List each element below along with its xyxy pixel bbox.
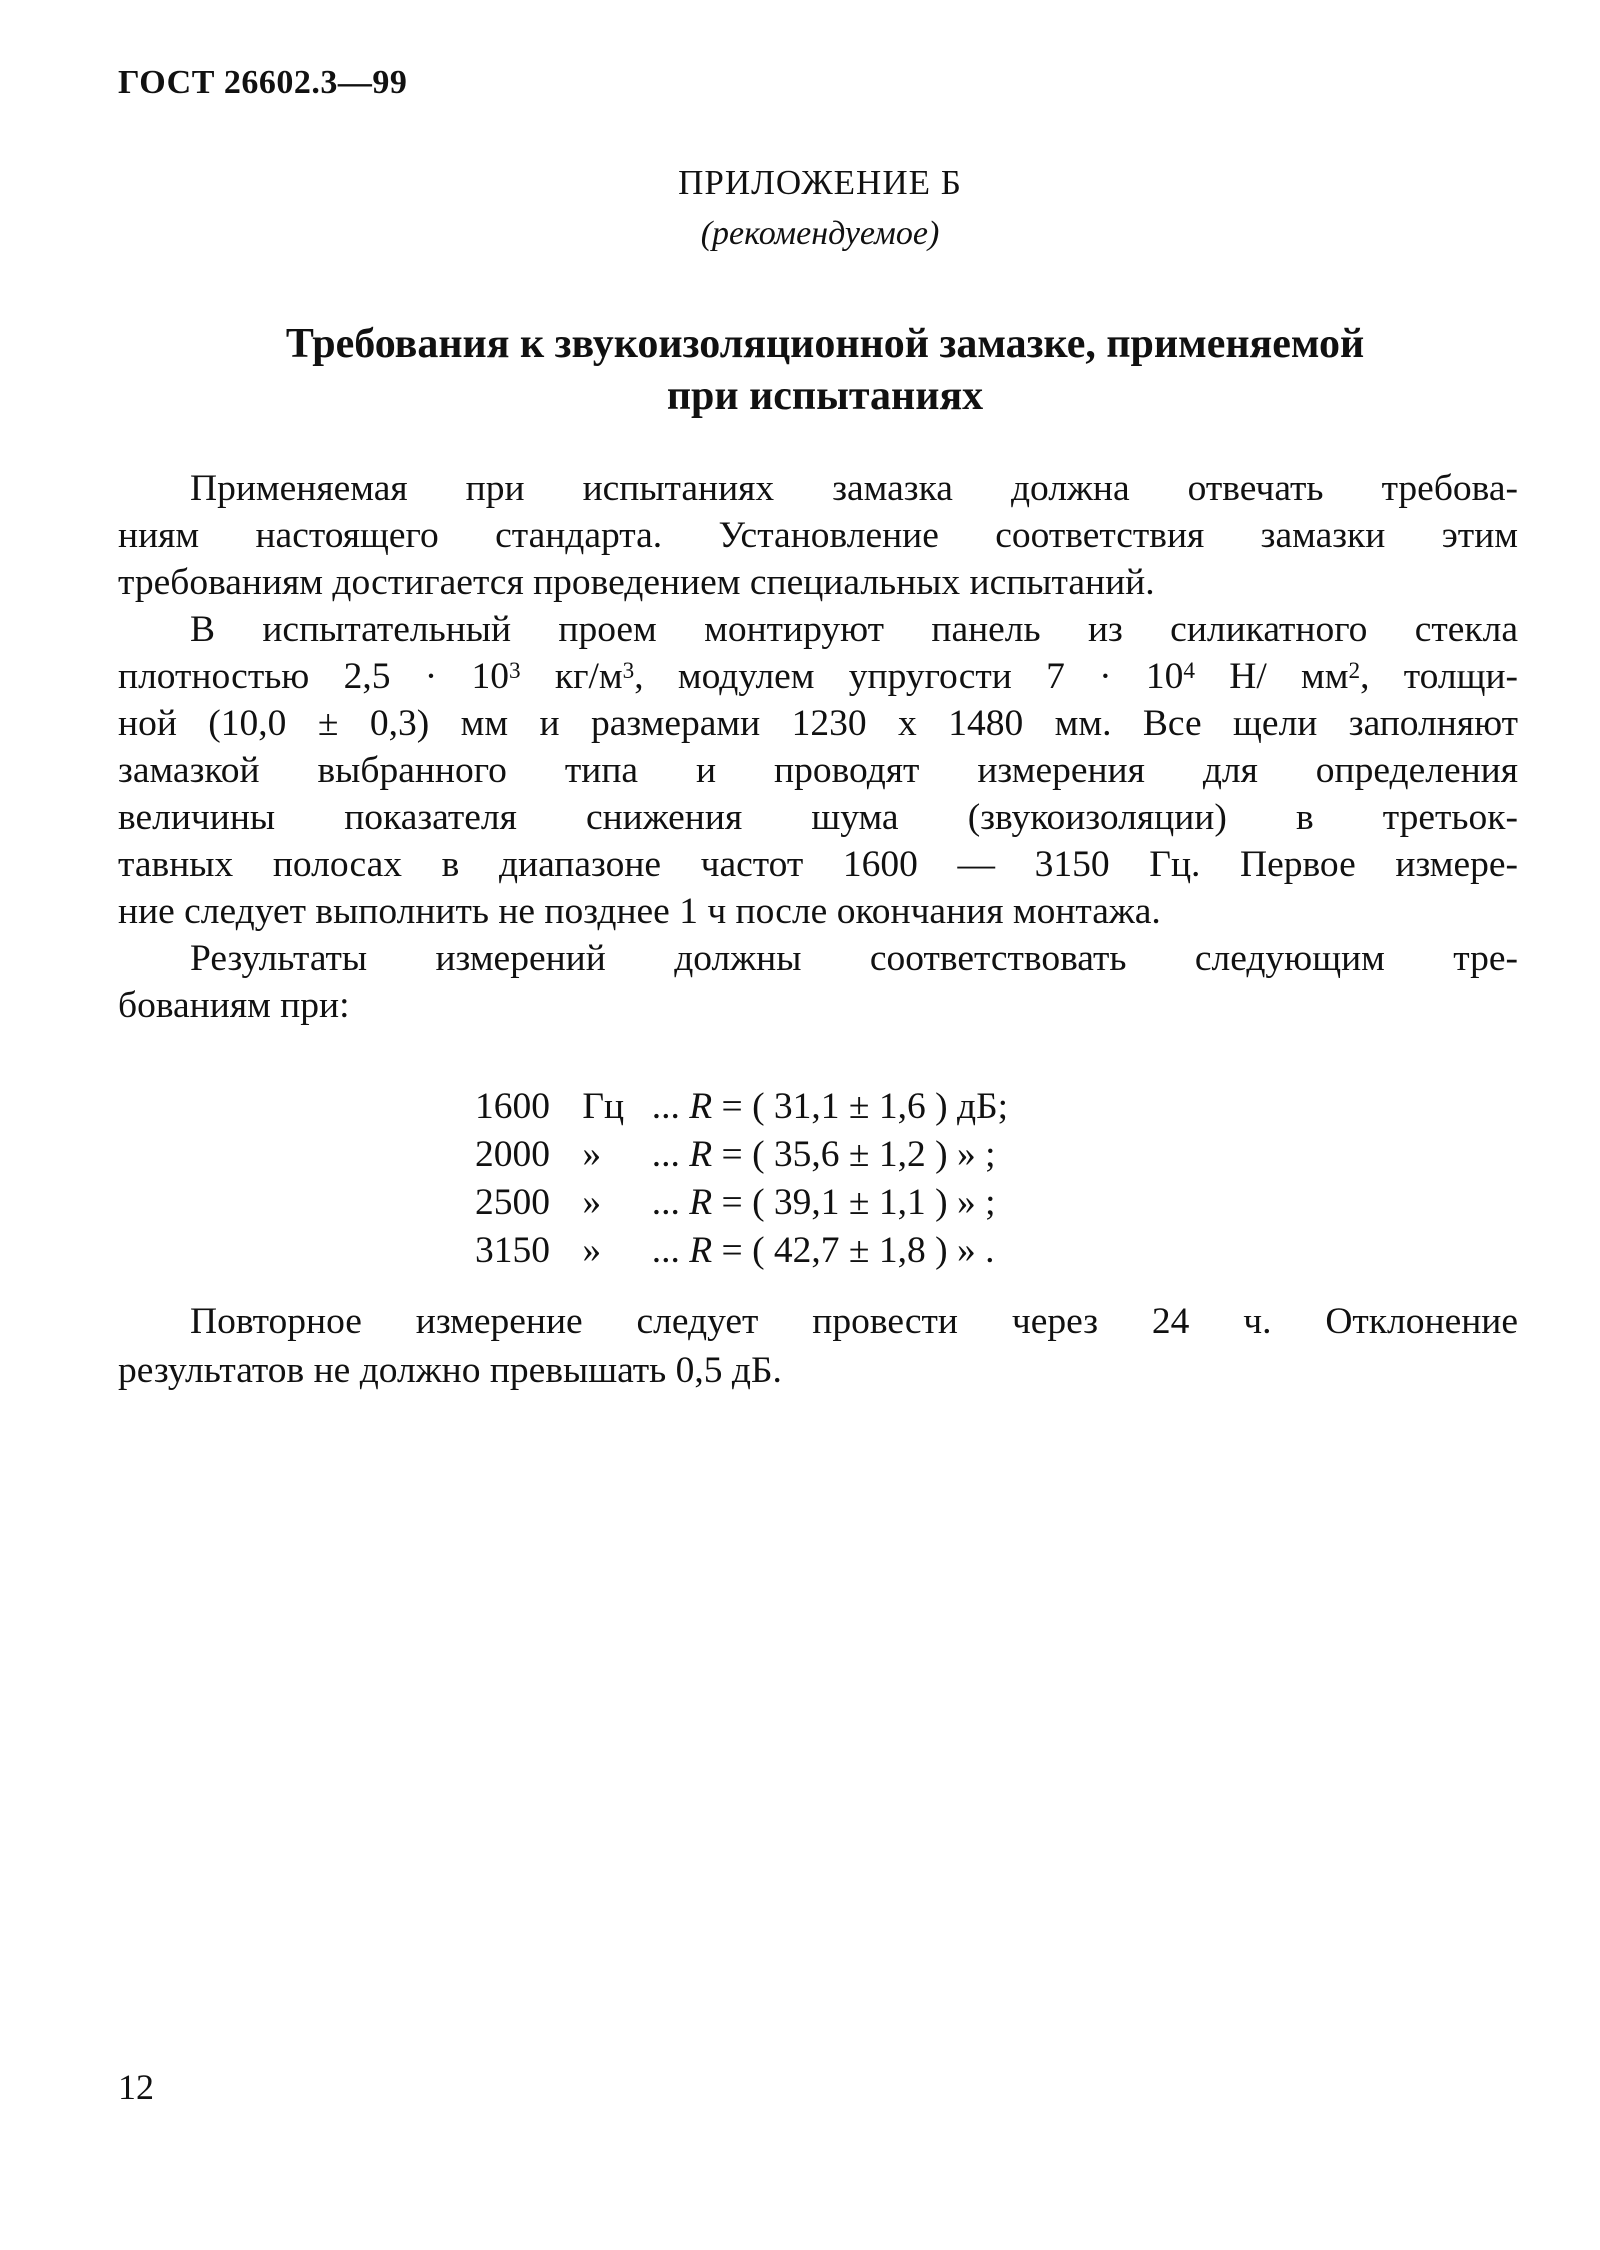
requirement-dots: ...	[651, 1134, 680, 1175]
requirement-dots: ...	[651, 1182, 680, 1223]
requirement-dots: ...	[651, 1230, 680, 1271]
requirement-frequency: 1600	[475, 1086, 550, 1127]
paragraph-4	[118, 1297, 1518, 1395]
requirement-symbol: R	[689, 1182, 713, 1223]
paragraph-2-line-5: величины показателя снижения шума (звукоизоляции) в третьок-	[118, 797, 1518, 838]
paragraph-2-line-3: ной (10,0 ± 0,3) мм и размерами 1230 х 1480 мм. Все щели заполняют	[118, 703, 1518, 744]
requirement-value: = ( 31,1 ± 1,6 ) дБ;	[721, 1086, 1009, 1127]
requirement-symbol: R	[689, 1086, 713, 1127]
paragraph-1-line-1: Применяемая при испытаниях замазка должна отвечать требова-	[190, 468, 1518, 509]
page-number: 12	[118, 2067, 154, 2107]
paragraph-3-line-2: бованиям при:	[118, 985, 350, 1026]
paragraph-1-line-3: требованиям достигается проведением специальных испытаний.	[118, 562, 1155, 603]
requirement-frequency: 2000	[475, 1134, 550, 1175]
requirement-symbol: R	[689, 1230, 713, 1271]
section-title-line-2: при испытаниях	[666, 373, 984, 419]
paragraph-2-line-7: ние следует выполнить не позднее 1 ч после окончания монтажа.	[118, 891, 1161, 932]
body-text	[118, 465, 1518, 1029]
requirement-row	[475, 1227, 1008, 1275]
requirement-frequency: 2500	[475, 1182, 550, 1223]
section-title-line-1: Требования к звукоизоляционной замазке, применяемой	[285, 321, 1365, 367]
document-header-standard-id: ГОСТ 26602.3—99	[118, 64, 408, 101]
paragraph-2-line-1: В испытательный проем монтируют панель из силикатного стекла	[190, 609, 1518, 650]
paragraph-1-line-2: ниям настоящего стандарта. Установление соответствия замазки этим	[118, 515, 1518, 556]
requirement-symbol: R	[689, 1134, 713, 1175]
paragraph-2-line-6: тавных полосах в диапазоне частот 1600 — 3150 Гц. Первое измере-	[118, 844, 1518, 885]
paragraph-2	[118, 606, 1518, 935]
requirement-row	[475, 1131, 1008, 1179]
paragraph-3	[118, 935, 1518, 1029]
requirement-dots: ...	[651, 1086, 680, 1127]
requirement-row	[475, 1179, 1008, 1227]
requirement-row	[475, 1083, 1008, 1131]
annex-title: ПРИЛОЖЕНИЕ Б	[678, 163, 962, 202]
requirement-value: = ( 42,7 ± 1,8 ) » .	[721, 1230, 995, 1271]
requirement-unit: »	[582, 1230, 602, 1271]
requirements-list	[475, 1083, 1008, 1275]
paragraph-2-line-2: плотностью $2,5 \cdot 10^3$ $кг/м^3$, модулем упругости $7 \cdot 10^4$ Н/ $мм^2$, толщи-	[118, 656, 1519, 697]
requirement-unit: Гц	[582, 1086, 625, 1127]
annex-status: (рекомендуемое)	[700, 215, 940, 252]
paragraph-4-line-1: Повторное измерение следует провести через 24 ч. Отклонение	[190, 1301, 1518, 1342]
requirement-value: = ( 39,1 ± 1,1 ) » ;	[721, 1182, 996, 1223]
paragraph-2-line-4: замазкой выбранного типа и проводят измерения для определения	[118, 750, 1518, 791]
paragraph-3-line-1: Результаты измерений должны соответствовать следующим тре-	[190, 938, 1518, 979]
requirement-unit: »	[582, 1134, 602, 1175]
section-title	[170, 318, 1480, 422]
requirement-frequency: 3150	[475, 1230, 550, 1271]
paragraph-4-line-2: результатов не должно превышать 0,5 дБ.	[118, 1350, 782, 1391]
paragraph-1	[118, 465, 1518, 606]
requirement-unit: »	[582, 1182, 602, 1223]
requirement-value: = ( 35,6 ± 1,2 ) » ;	[721, 1134, 996, 1175]
